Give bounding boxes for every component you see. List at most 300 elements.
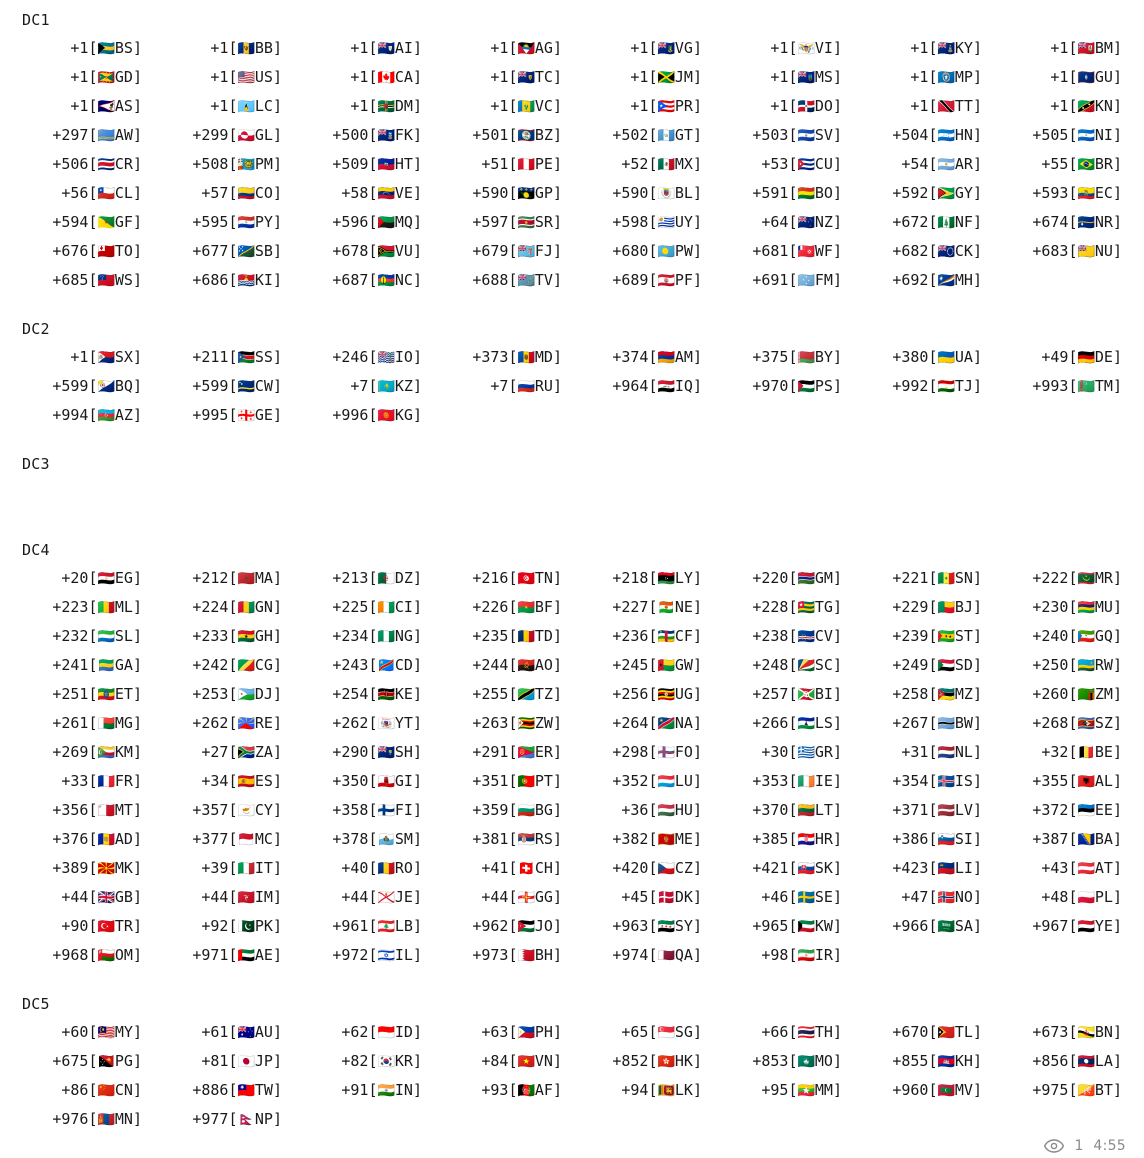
flag-icon: 🇨🇷	[97, 157, 115, 173]
bracket-close: ]	[1112, 656, 1122, 674]
bracket-open: [	[1068, 627, 1078, 645]
bracket-close: ]	[832, 598, 842, 616]
country-code-entry	[720, 34, 860, 63]
flag-icon: 🇮🇸	[937, 774, 955, 790]
bracket-open: [	[508, 68, 518, 86]
country-code-entry	[720, 372, 860, 401]
flag-icon: 🇱🇸	[797, 716, 815, 732]
bracket-open: [	[648, 68, 658, 86]
dial-code: +886	[192, 1081, 229, 1099]
bracket-open: [	[508, 946, 518, 964]
bracket-close: ]	[692, 213, 702, 231]
flag-icon: 🇨🇬	[237, 658, 255, 674]
country-code-entry	[580, 912, 720, 941]
country-code-entry	[720, 266, 860, 295]
bracket-open: [	[788, 126, 798, 144]
flag-icon: 🇵🇾	[237, 215, 255, 231]
country-iso-code: EG	[114, 569, 133, 587]
bracket-open: [	[648, 743, 658, 761]
bracket-close: ]	[272, 1023, 282, 1041]
flag-icon: 🇧🇼	[937, 716, 955, 732]
bracket-open: [	[88, 801, 98, 819]
dial-code: +370	[752, 801, 789, 819]
flag-icon: 🇿🇼	[517, 716, 535, 732]
country-iso-code: KZ	[394, 377, 413, 395]
dial-code: +86	[61, 1081, 89, 1099]
flag-icon: 🇲🇰	[97, 861, 115, 877]
dc-group-grid	[20, 564, 1130, 970]
country-iso-code: CL	[114, 184, 133, 202]
country-code-entry	[1000, 651, 1140, 680]
bracket-close: ]	[412, 213, 422, 231]
flag-icon: 🇨🇳	[97, 1083, 115, 1099]
country-iso-code: MY	[114, 1023, 133, 1041]
message-footer	[1044, 1138, 1126, 1154]
bracket-close: ]	[972, 348, 982, 366]
dial-code: +1	[770, 97, 789, 115]
bracket-open: [	[228, 917, 238, 935]
bracket-close: ]	[132, 830, 142, 848]
flag-icon: 🇺🇬	[657, 687, 675, 703]
bracket-close: ]	[272, 946, 282, 964]
country-iso-code: MV	[954, 1081, 973, 1099]
country-iso-code: LA	[1094, 1052, 1113, 1070]
bracket-close: ]	[132, 598, 142, 616]
bracket-close: ]	[132, 1023, 142, 1041]
bracket-open: [	[508, 184, 518, 202]
country-iso-code: SK	[814, 859, 833, 877]
group-spacer	[20, 295, 1130, 313]
bracket-close: ]	[832, 888, 842, 906]
dial-code: +46	[761, 888, 789, 906]
flag-icon: 🇩🇯	[237, 687, 255, 703]
bracket-open: [	[928, 656, 938, 674]
dial-code: +232	[52, 627, 89, 645]
dial-code: +264	[612, 714, 649, 732]
dc-group-title: DC2	[22, 320, 50, 338]
dial-code: +505	[1032, 126, 1069, 144]
bracket-close: ]	[832, 772, 842, 790]
dial-code: +686	[192, 271, 229, 289]
country-iso-code: KY	[954, 39, 973, 57]
country-code-entry	[300, 121, 440, 150]
bracket-open: [	[648, 598, 658, 616]
country-iso-code: SC	[814, 656, 833, 674]
dial-code: +1	[70, 97, 89, 115]
country-iso-code: NP	[254, 1110, 273, 1128]
dial-code: +268	[1032, 714, 1069, 732]
dial-code: +81	[201, 1052, 229, 1070]
flag-icon: 🇧🇧	[237, 41, 255, 57]
flag-icon: 🇸🇷	[517, 215, 535, 231]
dial-code: +354	[892, 772, 929, 790]
bracket-close: ]	[272, 39, 282, 57]
dial-code: +992	[892, 377, 929, 395]
dial-code: +255	[472, 685, 509, 703]
flag-icon: 🇹🇹	[937, 99, 955, 115]
flag-icon: 🇬🇳	[237, 600, 255, 616]
country-iso-code: RO	[394, 859, 413, 877]
flag-icon: 🇦🇬	[517, 41, 535, 57]
flag-icon: 🇸🇽	[97, 350, 115, 366]
bracket-open: [	[508, 242, 518, 260]
country-iso-code: UG	[674, 685, 693, 703]
dial-code: +975	[1032, 1081, 1069, 1099]
flag-icon: 🇨🇩	[377, 658, 395, 674]
bracket-close: ]	[132, 377, 142, 395]
country-iso-code: SZ	[1094, 714, 1113, 732]
bracket-close: ]	[412, 627, 422, 645]
flag-icon: 🇰🇷	[377, 1054, 395, 1070]
bracket-close: ]	[692, 68, 702, 86]
bracket-close: ]	[412, 656, 422, 674]
country-iso-code: BQ	[114, 377, 133, 395]
bracket-close: ]	[272, 406, 282, 424]
flag-icon: 🇲🇵	[937, 70, 955, 86]
flag-icon: 🇳🇬	[377, 629, 395, 645]
group-spacer	[20, 970, 1130, 988]
country-code-entry	[1000, 1018, 1140, 1047]
bracket-close: ]	[132, 772, 142, 790]
dial-code: +1	[630, 39, 649, 57]
dial-code: +228	[752, 598, 789, 616]
flag-icon: 🇻🇳	[517, 1054, 535, 1070]
dial-code: +41	[481, 859, 509, 877]
country-code-entry	[720, 796, 860, 825]
dial-code: +234	[332, 627, 369, 645]
country-code-entry	[20, 564, 160, 593]
dial-code: +856	[1032, 1052, 1069, 1070]
country-code-entry	[300, 680, 440, 709]
bracket-open: [	[508, 627, 518, 645]
country-code-entry	[20, 796, 160, 825]
country-code-entry	[720, 738, 860, 767]
dial-code: +93	[481, 1081, 509, 1099]
bracket-open: [	[228, 1023, 238, 1041]
bracket-close: ]	[1112, 569, 1122, 587]
flag-icon: 🇼🇸	[97, 273, 115, 289]
country-code-entry	[300, 1076, 440, 1105]
flag-icon: 🇰🇾	[937, 41, 955, 57]
country-code-entry	[720, 343, 860, 372]
country-code-entry	[580, 1018, 720, 1047]
bracket-open: [	[1068, 714, 1078, 732]
bracket-close: ]	[412, 830, 422, 848]
flag-icon: 🇵🇫	[657, 273, 675, 289]
bracket-open: [	[508, 743, 518, 761]
bracket-close: ]	[132, 859, 142, 877]
country-iso-code: GE	[254, 406, 273, 424]
flag-icon: 🇬🇺	[1077, 70, 1095, 86]
country-code-entry	[860, 767, 1000, 796]
bracket-open: [	[228, 39, 238, 57]
country-code-entry	[160, 651, 300, 680]
dial-code: +355	[1032, 772, 1069, 790]
country-code-entry	[860, 883, 1000, 912]
flag-icon: 🇨🇱	[97, 186, 115, 202]
country-iso-code: VN	[534, 1052, 553, 1070]
country-iso-code: GR	[814, 743, 833, 761]
country-code-entry	[580, 343, 720, 372]
country-code-entry	[160, 1076, 300, 1105]
country-iso-code: GG	[534, 888, 553, 906]
dial-code: +672	[892, 213, 929, 231]
bracket-close: ]	[552, 772, 562, 790]
flag-icon: 🇻🇨	[517, 99, 535, 115]
bracket-close: ]	[832, 68, 842, 86]
country-iso-code: RS	[534, 830, 553, 848]
bracket-open: [	[788, 68, 798, 86]
flag-icon: 🇲🇨	[237, 832, 255, 848]
bracket-open: [	[788, 917, 798, 935]
country-iso-code: SE	[814, 888, 833, 906]
flag-icon: 🇪🇪	[1077, 803, 1095, 819]
flag-icon: 🇬🇹	[657, 128, 675, 144]
country-iso-code: GF	[114, 213, 133, 231]
country-iso-code: AR	[954, 155, 973, 173]
bracket-open: [	[88, 685, 98, 703]
flag-icon: 🇵🇼	[657, 244, 675, 260]
flag-icon: 🇷🇺	[517, 379, 535, 395]
flag-icon: 🇫🇰	[377, 128, 395, 144]
flag-icon: 🇻🇪	[377, 186, 395, 202]
bracket-open: [	[1068, 68, 1078, 86]
flag-icon: 🇸🇮	[937, 832, 955, 848]
bracket-open: [	[648, 656, 658, 674]
flag-icon: 🇮🇹	[237, 861, 255, 877]
country-code-entry	[580, 92, 720, 121]
country-code-entry	[160, 150, 300, 179]
country-code-entry	[1000, 121, 1140, 150]
dial-code: +1	[1050, 97, 1069, 115]
dial-code: +1	[1050, 68, 1069, 86]
bracket-close: ]	[692, 656, 702, 674]
country-iso-code: LI	[954, 859, 973, 877]
country-code-entry	[160, 179, 300, 208]
dial-code: +233	[192, 627, 229, 645]
flag-icon: 🇲🇴	[797, 1054, 815, 1070]
flag-icon: 🇬🇲	[797, 571, 815, 587]
flag-icon: 🇸🇩	[937, 658, 955, 674]
bracket-open: [	[228, 569, 238, 587]
country-code-entry	[20, 593, 160, 622]
bracket-close: ]	[412, 888, 422, 906]
country-code-entry	[440, 1018, 580, 1047]
country-code-entry	[580, 237, 720, 266]
bracket-open: [	[648, 627, 658, 645]
bracket-open: [	[1068, 213, 1078, 231]
bracket-open: [	[368, 801, 378, 819]
country-iso-code: GP	[534, 184, 553, 202]
bracket-close: ]	[412, 917, 422, 935]
country-iso-code: ZA	[254, 743, 273, 761]
flag-icon: 🇲🇸	[797, 70, 815, 86]
country-iso-code: PF	[674, 271, 693, 289]
country-code-entry	[1000, 912, 1140, 941]
dial-code: +371	[892, 801, 929, 819]
country-iso-code: LS	[814, 714, 833, 732]
dial-code: +993	[1032, 377, 1069, 395]
bracket-close: ]	[272, 155, 282, 173]
dc-group-title: DC3	[22, 455, 50, 473]
bracket-close: ]	[1112, 126, 1122, 144]
bracket-open: [	[228, 1081, 238, 1099]
flag-icon: 🇦🇫	[517, 1083, 535, 1099]
country-iso-code: TD	[534, 627, 553, 645]
country-code-entry	[440, 343, 580, 372]
flag-icon: 🇨🇴	[237, 186, 255, 202]
bracket-open: [	[1068, 184, 1078, 202]
bracket-close: ]	[972, 1023, 982, 1041]
flag-icon: 🇬🇾	[937, 186, 955, 202]
bracket-close: ]	[132, 271, 142, 289]
flag-icon: 🇷🇪	[237, 716, 255, 732]
dial-code: +678	[332, 242, 369, 260]
flag-icon: 🇱🇻	[937, 803, 955, 819]
dial-code: +597	[472, 213, 509, 231]
bracket-close: ]	[552, 859, 562, 877]
dial-code: +352	[612, 772, 649, 790]
bracket-open: [	[648, 155, 658, 173]
dial-code: +44	[201, 888, 229, 906]
flag-icon: 🇧🇱	[657, 186, 675, 202]
bracket-open: [	[928, 1023, 938, 1041]
bracket-open: [	[1068, 155, 1078, 173]
country-iso-code: VC	[534, 97, 553, 115]
bracket-open: [	[88, 946, 98, 964]
country-code-entry	[860, 796, 1000, 825]
dial-code: +249	[892, 656, 929, 674]
bracket-close: ]	[832, 213, 842, 231]
bracket-open: [	[88, 242, 98, 260]
bracket-close: ]	[972, 39, 982, 57]
country-code-entry	[20, 883, 160, 912]
bracket-open: [	[648, 271, 658, 289]
country-iso-code: IQ	[674, 377, 693, 395]
dial-code: +679	[472, 242, 509, 260]
bracket-open: [	[788, 97, 798, 115]
flag-icon: 🇰🇳	[1077, 99, 1095, 115]
country-iso-code: LU	[674, 772, 693, 790]
dial-code: +681	[752, 242, 789, 260]
country-iso-code: PL	[1094, 888, 1113, 906]
flag-icon: 🇸🇰	[797, 861, 815, 877]
country-iso-code: GQ	[1094, 627, 1113, 645]
bracket-close: ]	[552, 569, 562, 587]
dial-code: +853	[752, 1052, 789, 1070]
bracket-open: [	[508, 859, 518, 877]
bracket-open: [	[928, 627, 938, 645]
dial-code: +598	[612, 213, 649, 231]
bracket-open: [	[788, 184, 798, 202]
dc-group-title: DC1	[22, 11, 50, 29]
dial-code: +269	[52, 743, 89, 761]
flag-icon: 🇧🇾	[797, 350, 815, 366]
bracket-open: [	[508, 377, 518, 395]
bracket-open: [	[1068, 1052, 1078, 1070]
dial-code: +855	[892, 1052, 929, 1070]
flag-icon: 🇹🇷	[97, 919, 115, 935]
bracket-close: ]	[272, 917, 282, 935]
flag-icon: 🇨🇺	[797, 157, 815, 173]
bracket-open: [	[928, 68, 938, 86]
bracket-open: [	[1068, 126, 1078, 144]
bracket-open: [	[88, 627, 98, 645]
dial-code: +350	[332, 772, 369, 790]
flag-icon: 🇦🇴	[517, 658, 535, 674]
flag-icon: 🇵🇲	[237, 157, 255, 173]
country-code-entry	[440, 738, 580, 767]
flag-icon: 🇨🇰	[937, 244, 955, 260]
dial-code: +976	[52, 1110, 89, 1128]
country-code-entry	[1000, 796, 1140, 825]
country-iso-code: DO	[814, 97, 833, 115]
country-iso-code: NZ	[814, 213, 833, 231]
bracket-close: ]	[832, 830, 842, 848]
bracket-close: ]	[692, 598, 702, 616]
dial-code: +1	[770, 39, 789, 57]
bracket-open: [	[1068, 1023, 1078, 1041]
dial-code: +692	[892, 271, 929, 289]
dial-code: +386	[892, 830, 929, 848]
country-iso-code: CV	[814, 627, 833, 645]
country-iso-code: TG	[814, 598, 833, 616]
dial-code: +594	[52, 213, 89, 231]
dial-code: +1	[490, 97, 509, 115]
country-iso-code: FM	[814, 271, 833, 289]
empty-group-spacer	[20, 478, 1130, 534]
flag-icon: 🇦🇹	[1077, 861, 1095, 877]
dial-code: +420	[612, 859, 649, 877]
country-iso-code: NC	[394, 271, 413, 289]
bracket-open: [	[228, 348, 238, 366]
country-code-entry	[1000, 738, 1140, 767]
bracket-open: [	[88, 213, 98, 231]
dial-code: +977	[192, 1110, 229, 1128]
view-count: 1	[1074, 1138, 1084, 1154]
bracket-close: ]	[412, 377, 422, 395]
country-iso-code: CR	[114, 155, 133, 173]
flag-icon: 🇧🇪	[1077, 745, 1095, 761]
flag-icon: 🇭🇰	[657, 1054, 675, 1070]
country-code-entry	[1000, 883, 1140, 912]
flag-icon: 🇰🇭	[937, 1054, 955, 1070]
country-code-entry	[160, 121, 300, 150]
bracket-open: [	[368, 406, 378, 424]
country-iso-code: SY	[674, 917, 693, 935]
country-iso-code: CA	[394, 68, 413, 86]
bracket-close: ]	[692, 830, 702, 848]
dial-code: +968	[52, 946, 89, 964]
bracket-close: ]	[972, 155, 982, 173]
country-code-entry	[720, 1018, 860, 1047]
country-iso-code: EE	[1094, 801, 1113, 819]
bracket-close: ]	[972, 917, 982, 935]
bracket-close: ]	[972, 685, 982, 703]
dial-code: +351	[472, 772, 509, 790]
country-iso-code: GW	[674, 656, 693, 674]
country-iso-code: CG	[254, 656, 273, 674]
flag-icon: 🇬🇷	[797, 745, 815, 761]
country-iso-code: MK	[114, 859, 133, 877]
bracket-open: [	[928, 1081, 938, 1099]
country-code-entry	[20, 343, 160, 372]
bracket-open: [	[1068, 859, 1078, 877]
dial-code: +262	[332, 714, 369, 732]
country-code-entry	[160, 401, 300, 430]
country-iso-code: LB	[394, 917, 413, 935]
dial-code: +670	[892, 1023, 929, 1041]
